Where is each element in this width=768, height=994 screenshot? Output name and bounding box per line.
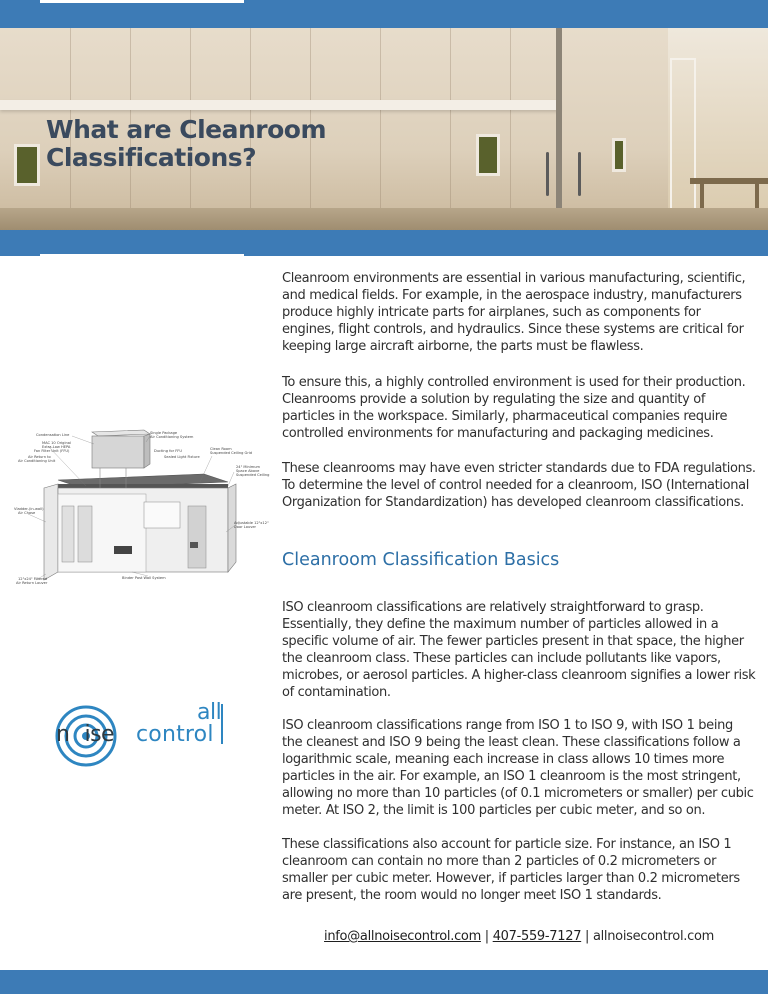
door-handle bbox=[546, 152, 549, 196]
footer-separator: | bbox=[480, 929, 493, 944]
floor bbox=[0, 208, 768, 230]
diagram-label: Air Return to bbox=[28, 455, 51, 459]
contact-footer bbox=[282, 929, 756, 944]
section-divider-tab bbox=[40, 254, 244, 257]
hero-image bbox=[0, 28, 768, 230]
email-link[interactable]: info@allnoisecontrol.com bbox=[324, 929, 481, 944]
phone-link[interactable]: 407-559-7127 bbox=[492, 929, 582, 944]
logo-word-control: control bbox=[136, 722, 214, 747]
diagram-label: Sealed Light Fixture bbox=[164, 455, 200, 459]
diagram-label: Suspended Ceiling Grid bbox=[210, 451, 253, 455]
diagram-label: Vladder-(in-wall) bbox=[14, 507, 44, 511]
logo-word-all: all bbox=[197, 700, 222, 725]
cleanroom-diagram bbox=[14, 422, 270, 592]
diagram-label: Air Conditioning System bbox=[150, 435, 194, 439]
door-handle bbox=[578, 152, 581, 196]
diagram-label: Binder Post Wall System bbox=[122, 576, 166, 580]
logo-word-noise: n ise bbox=[56, 722, 115, 747]
diagram-label: Door Louver bbox=[234, 525, 257, 529]
diagram-label: Single Package bbox=[150, 431, 178, 435]
diagram-label: Adjustable 12"x12" bbox=[234, 521, 269, 525]
page-title bbox=[46, 116, 326, 172]
article-paragraph-4: ISO cleanroom classifications are relatively straightforward to grasp. Essentially, they define the maximum number of particles allowed in a specific volume of air. The fewer particles present in that space, the higher the cleanroom class. These particles can include pollutants like vapors, microbes, or aerosol particles. A higher-class cleanroom signifies a lower risk of contamination. bbox=[282, 600, 756, 700]
article-paragraph-3: These cleanrooms may have even stricter standards due to FDA regulations. To determine the level of control needed for a cleanroom, ISO (International Organization for Standardization) has developed cleanroom classifications. bbox=[282, 461, 756, 510]
article-paragraph-1: Cleanroom environments are essential in various manufacturing, scientific, and medical fields. For example, in the aerospace industry, manufacturers produce highly intricate parts for airplanes, such as components for engines, flight controls, and hydraulics. Since these systems are critical for keeping large aircraft airborne, the parts must be flawless. bbox=[282, 271, 746, 354]
page-title-line-2: Classifications? bbox=[46, 143, 257, 172]
cleanroom-window bbox=[612, 138, 626, 172]
website-text: allnoisecontrol.com bbox=[592, 929, 714, 944]
diagram-label: Condensation Line bbox=[36, 433, 70, 437]
cleanroom-window bbox=[476, 134, 500, 176]
company-logo bbox=[54, 700, 234, 770]
logo-divider bbox=[221, 704, 223, 744]
diagram-label: Air Chase bbox=[18, 511, 36, 515]
footer-separator: | bbox=[581, 929, 593, 944]
cleanroom-window bbox=[14, 144, 40, 186]
diagram-label: Fan Filter Unit (FFU) bbox=[34, 449, 70, 453]
article-paragraph-6: These classifications also account for particle size. For instance, an ISO 1 cleanroom can contain no more than 2 particles of 0.2 micrometers or smaller per cubic meter. However, if particles larger than 0.2 micrometers are present, the room would no longer meet ISO 1 standards. bbox=[282, 837, 740, 903]
top-banner-bar bbox=[0, 0, 768, 28]
wall-seam bbox=[556, 28, 562, 230]
door-frame bbox=[670, 58, 696, 230]
section-divider-bar bbox=[0, 230, 768, 256]
diagram-label: Ducting for FFU bbox=[154, 449, 182, 453]
diagram-label: 24" Minimum bbox=[236, 465, 261, 469]
bottom-banner-bar bbox=[0, 970, 768, 994]
wall-rail bbox=[0, 100, 560, 110]
top-banner-tab bbox=[40, 0, 244, 3]
diagram-label: Air Conditioning Unit bbox=[18, 459, 56, 463]
article-paragraph-2: To ensure this, a highly controlled environment is used for their production. Cleanrooms provide a solution by regulating the size and quantity of particles in the workspace. Similarly, pharmaceutical companies require controlled environments for manufacturing and packaging medicines. bbox=[282, 375, 746, 441]
diagram-label: 12"x24" Filtered bbox=[18, 577, 48, 581]
diagram-label: Suspended Ceiling bbox=[236, 473, 270, 477]
diagram-label: Clean Room bbox=[210, 447, 232, 451]
article-paragraph-5: ISO cleanroom classifications range from ISO 1 to ISO 9, with ISO 1 being the cleanest and ISO 9 being the least clean. These classifications follow a logarithmic scale, meaning each increase in class allows 10 times more particles in the air. For example, an ISO 1 cleanroom is the most stringent, allowing no more than 10 particles (of 0.1 micrometers or smaller) per cubic meter. At ISO 2, the limit is 100 particles per cubic meter, and so on. bbox=[282, 718, 754, 818]
diagram-label: Extra-Low HEPA bbox=[42, 445, 71, 449]
section-heading: Cleanroom Classification Basics bbox=[282, 550, 560, 570]
page-title-line-1: What are Cleanroom bbox=[46, 115, 327, 144]
diagram-label: Space Above bbox=[236, 469, 260, 473]
diagram-label: MAC 10 Original bbox=[42, 441, 71, 445]
cleanroom-diagram-graphic bbox=[14, 422, 270, 592]
diagram-label: Air Return Louver bbox=[16, 581, 48, 585]
